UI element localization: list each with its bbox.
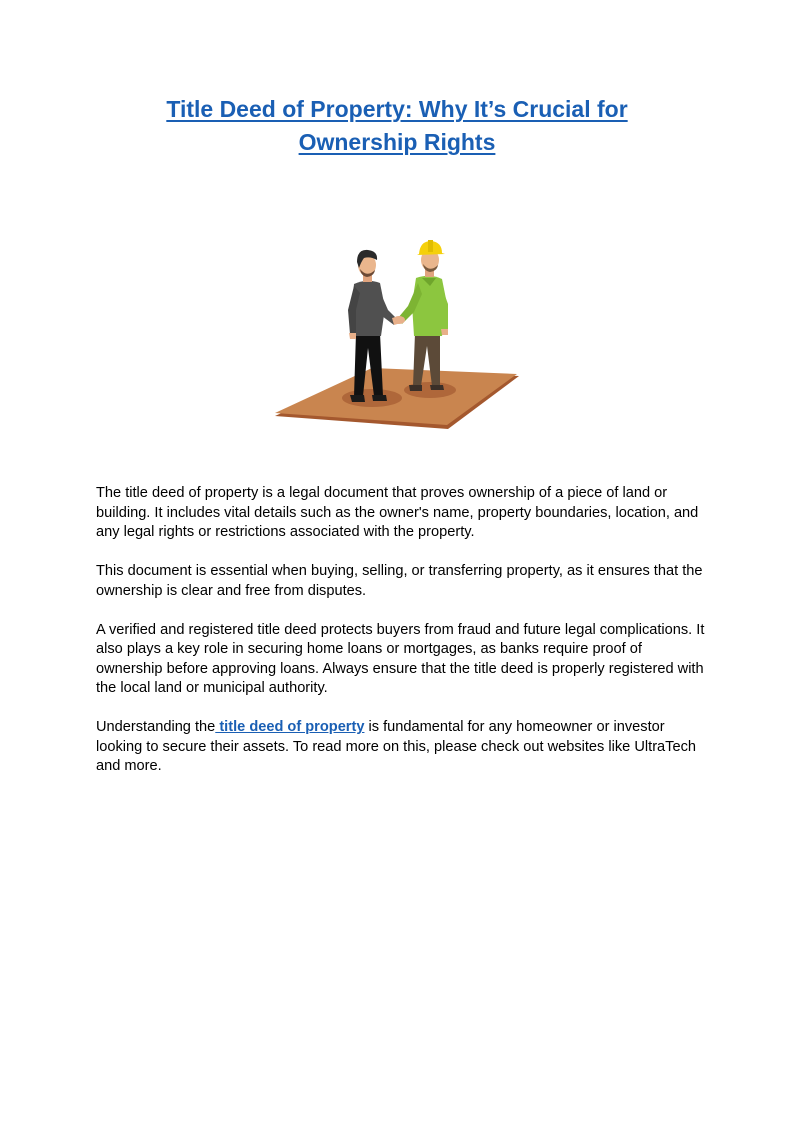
article-body [96,484,706,796]
handshake-hands [393,316,405,324]
page-title [120,93,674,159]
man-green-shirt [398,240,448,391]
title-link[interactable] [166,96,627,155]
paragraph-protection: A verified and registered title deed protects buyers from fraud and future legal complications. It also plays a key role in securing home loans or mortgages, as banks require proof of ownership before approving loans. Always ensure that the title deed is properly registered with the local land or municipal authority. [96,621,705,697]
paragraph-importance: This document is essential when buying, selling, or transferring property, as it ensures that the ownership is clear and free from disputes. [96,563,703,599]
paragraph-closing [96,718,706,777]
closing-after-link: is fundamental for any homeowner or investor looking to secure their assets. To read more on this, please check out websites like UltraTech and more. [96,719,696,775]
closing-before-link: Understanding the [96,719,216,736]
title-line-2: Ownership Rights [298,129,496,155]
handshake-illustration-icon [270,238,525,433]
title-line-1: Title Deed of Property: Why It’s Crucial for [166,96,628,122]
title-deed-link[interactable]: title deed of property [215,719,365,736]
paragraph-definition: The title deed of property is a legal document that proves ownership of a piece of land or building. It includes vital details such as the owner's name, property boundaries, location, and any legal rights or restrictions associated with the property. [96,485,699,541]
